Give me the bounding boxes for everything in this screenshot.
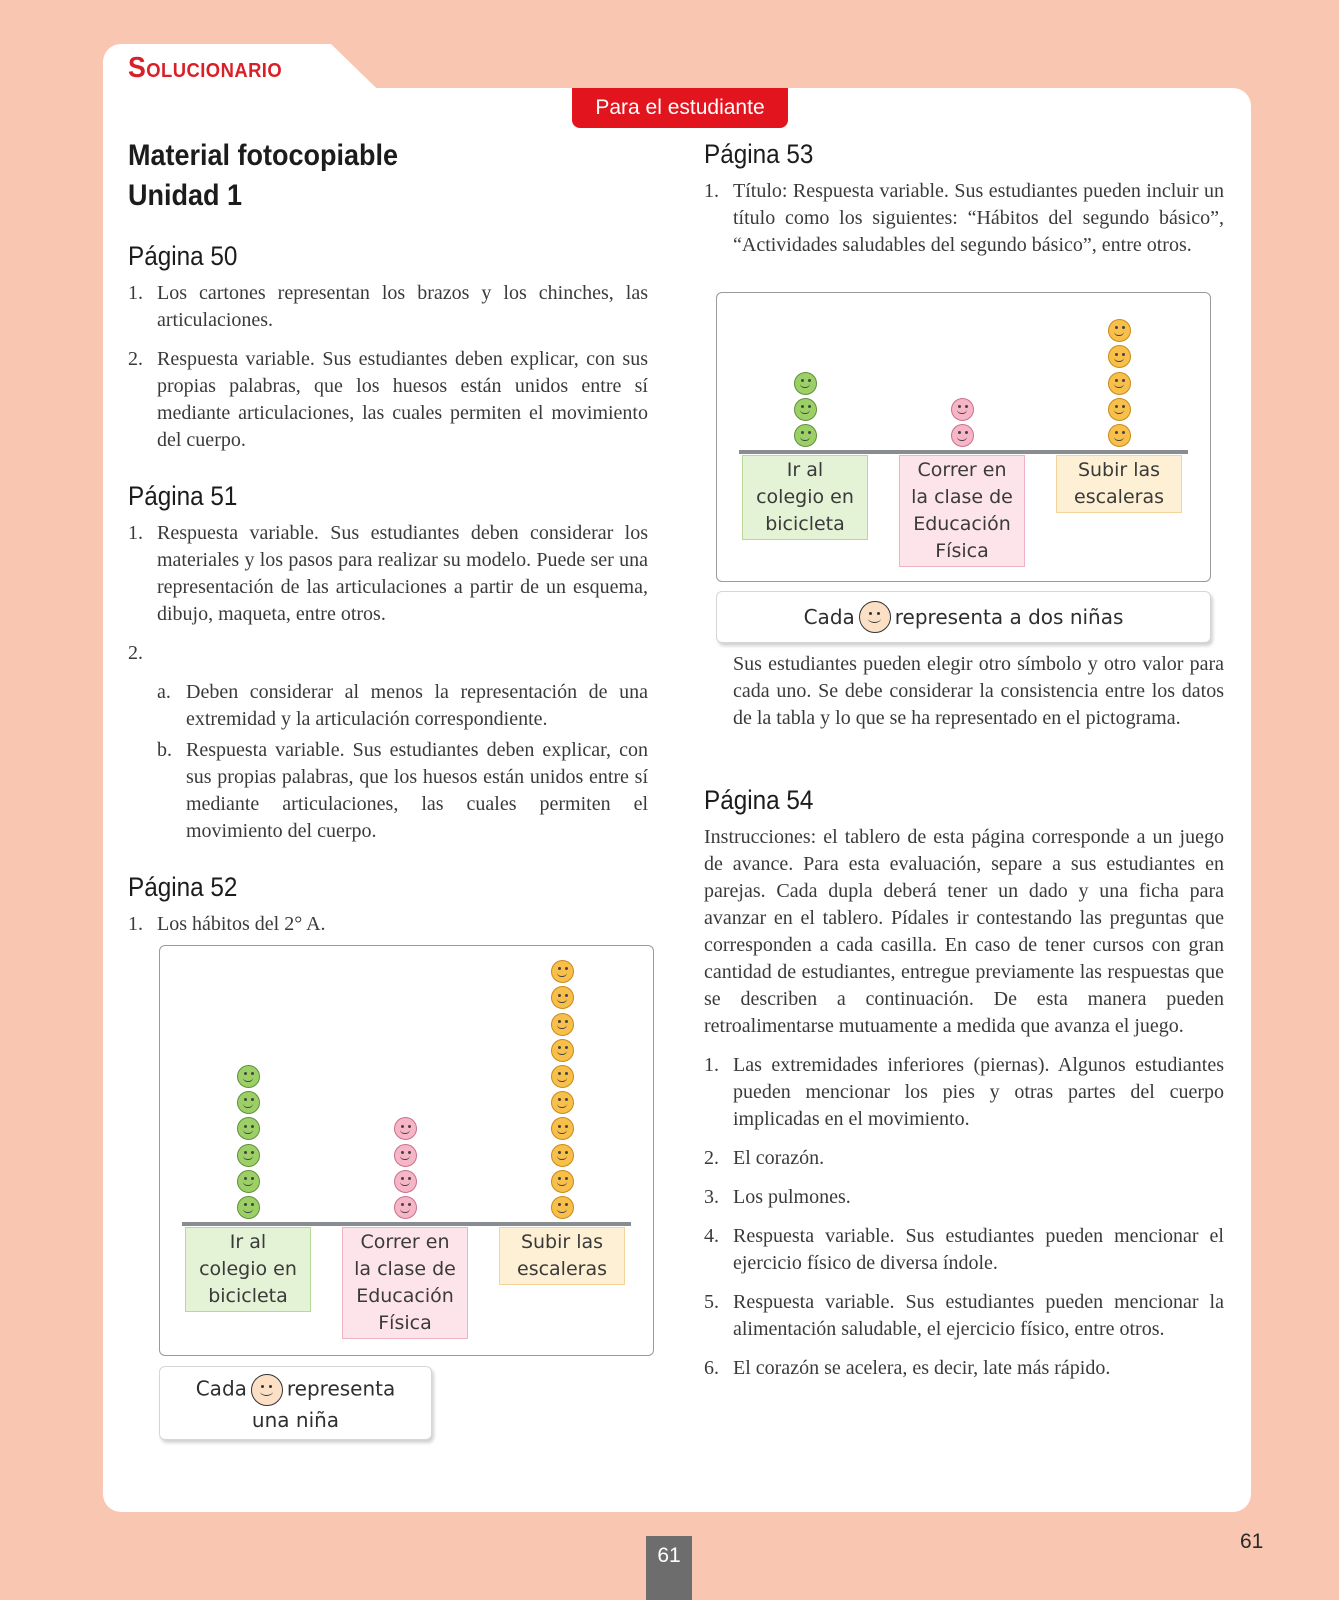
legend-text-before: Cada [803,605,855,629]
pictogram-pagina-52 [159,945,654,1356]
pictogram-smiley-icon [1108,398,1131,421]
pictogram-legend-pagina-52 [159,1366,432,1440]
list-item [704,1145,1224,1172]
item-text [157,640,648,667]
heading-pagina-51: Página 51 [128,481,238,511]
pictogram-smiley-icon [551,1144,574,1167]
audience-badge: Para el estudiante [572,88,788,128]
section-pagina-52 [128,869,648,938]
pictogram-smiley-icon [951,398,974,421]
item-text: Título: Respuesta variable. Sus estudiantes pueden incluir un título como los siguientes: “Hábitos del segundo básico”, “Actividades saludables del segundo básico”, entre otros. [733,180,1224,256]
item-text: Respuesta variable. Sus estudiantes deben explicar, con sus propias palabras, que los huesos están unidos entre sí mediante articulaciones, las cuales permiten el movimiento del cuerpo. [157,348,648,451]
item-number: 3. [704,1186,719,1208]
unit-title [128,136,596,216]
item-text: Respuesta variable. Sus estudiantes pueden mencionar la alimentación saludable, el ejercicio físico, entre otros. [733,1291,1224,1340]
category-label-line: colegio en [199,1258,297,1280]
category-label-line: Ir al [229,1231,267,1253]
section-pagina-54 [704,782,1224,1394]
instructions-text: Instrucciones: el tablero de esta página corresponde a un juego de avance. Para esta evaluación, separe a sus estudiantes en parejas. Cada dupla deberá tener un dado y una ficha para avanzar en el tablero. Pídales ir contestando las preguntas que corresponden a cada casilla. En caso de tener cursos con gran cantidad de estudiantes, entregue previamente las respuestas que se describen a continuación. De esta manera pueden retroalimentarse mutuamente a medida que avanza el juego. [704,826,1224,1037]
category-label-line: la clase de [354,1258,456,1280]
item-number: 2. [128,348,143,370]
category-label-line: bicicleta [208,1285,288,1307]
pictogram-smiley-icon [237,1170,260,1193]
page-box: 61 [646,1536,692,1600]
category-label [185,1227,311,1312]
pictogram-smiley-icon [551,1196,574,1219]
sub-list-item [128,679,648,733]
item-number: 1. [704,180,719,202]
pictogram-smiley-icon [794,372,817,395]
smiley-face-icon [251,1374,283,1406]
pictogram-smiley-icon [951,424,974,447]
category-label-line: Física [378,1312,432,1334]
pictogram-smiley-icon [1108,424,1131,447]
list-item [704,1223,1224,1277]
item-letter: a. [157,681,171,703]
sub-list-item [128,737,648,845]
category-label [499,1227,625,1285]
category-label-line: colegio en [756,486,854,508]
item-text: Los pulmones. [733,1186,851,1208]
pictogram-smiley-icon [237,1144,260,1167]
pictogram-smiley-icon [394,1170,417,1193]
item-text: El corazón se acelera, es decir, late más rápido. [733,1357,1111,1379]
list-item [704,1184,1224,1211]
list-item [704,178,1224,259]
page-number: 61 [1240,1530,1264,1553]
category-label-line: bicicleta [765,513,845,535]
item-text: Respuesta variable. Sus estudiantes deben considerar los materiales y los pasos para realizar su modelo. Puede ser una representación de las articulaciones a partir de un esquema, dibujo, maqueta, entre otros. [157,522,648,625]
category-label-line: escaleras [1074,486,1164,508]
category-label-line: Subir las [520,1231,604,1253]
heading-pagina-50: Página 50 [128,241,238,271]
item-number: 1. [128,913,143,935]
pictogram-note [733,651,1224,732]
item-number: 1. [704,1054,719,1076]
category-label-line: Subir las [1077,459,1161,481]
item-text: El corazón. [733,1147,825,1169]
item-number: 4. [704,1225,719,1247]
category-label-line: Física [935,540,989,562]
pictogram-smiley-icon [551,1117,574,1140]
pictogram-smiley-icon [237,1091,260,1114]
category-label-line: Educación [913,513,1011,535]
section-pagina-51 [128,478,648,845]
category-label-line: Ir al [786,459,824,481]
unit-title-line1: Material fotocopiable [128,139,399,172]
heading-pagina-53: Página 53 [704,139,814,169]
item-number: 6. [704,1357,719,1379]
item-text: Los hábitos del 2° A. [157,913,326,935]
category-label-line: Correr en [360,1231,450,1253]
pictogram-smiley-icon [394,1117,417,1140]
pictogram-baseline [739,450,1188,454]
category-label-line: Correr en [917,459,1007,481]
list-item [128,640,648,667]
pictogram-smiley-icon [551,986,574,1009]
item-text: Las extremidades inferiores (piernas). Algunos estudiantes pueden mencionar los pies y otras partes del cuerpo implicadas en el movimiento. [733,1054,1224,1130]
category-label [1056,455,1182,513]
category-label [342,1227,468,1339]
list-item [704,1355,1224,1382]
pictogram-smiley-icon [551,1170,574,1193]
pictogram-smiley-icon [794,424,817,447]
legend-text-line2: una niña [251,1408,340,1432]
heading-pagina-52: Página 52 [128,872,238,902]
pictogram-smiley-icon [1108,319,1131,342]
item-text: Deben considerar al menos la representación de una extremidad y la articulación correspondiente. [186,681,648,730]
pictogram-smiley-icon [237,1196,260,1219]
unit-title-line2: Unidad 1 [128,179,243,212]
left-column [128,136,648,950]
category-label-line: la clase de [911,486,1013,508]
pictogram-legend-pagina-53 [716,591,1211,643]
legend-text-after: representa [286,1376,396,1401]
list-item [128,346,648,454]
pictogram-smiley-icon [794,398,817,421]
item-number: 5. [704,1291,719,1313]
item-number: 2. [704,1147,719,1169]
item-text: Respuesta variable. Sus estudiantes deben explicar, con sus propias palabras, que los huesos están unidos entre sí mediante articulaciones, las cuales permiten el movimiento del cuerpo. [186,739,648,842]
right-column [704,136,1224,271]
list-item [704,1289,1224,1343]
pictogram-smiley-icon [551,1091,574,1114]
pictogram-smiley-icon [1108,345,1131,368]
item-text: Los cartones representan los brazos y los chinches, las articulaciones. [157,282,648,331]
heading-pagina-54: Página 54 [704,785,814,815]
pictogram-smiley-icon [551,1039,574,1062]
pictogram-smiley-icon [551,1065,574,1088]
category-label-line: escaleras [517,1258,607,1280]
pictogram-smiley-icon [394,1196,417,1219]
list-item [704,1052,1224,1133]
pictogram-smiley-icon [237,1065,260,1088]
section-title: Solucionario [128,52,283,84]
category-label-line: Educación [356,1285,454,1307]
pictogram-smiley-icon [237,1117,260,1140]
category-label [742,455,868,540]
item-text: Respuesta variable. Sus estudiantes pueden mencionar el ejercicio físico de diversa índole. [733,1225,1224,1274]
pictogram-baseline [182,1222,631,1226]
category-label [899,455,1025,567]
pictogram-smiley-icon [1108,372,1131,395]
smiley-face-icon [859,601,891,633]
note-text: Sus estudiantes pueden elegir otro símbolo y otro valor para cada uno. Se debe considerar la consistencia entre los datos de la tabla y lo que se ha representado en el pictograma. [733,653,1224,729]
item-letter: b. [157,739,172,761]
list-item [128,280,648,334]
legend-text-before: Cada [195,1376,247,1401]
pictogram-smiley-icon [551,960,574,983]
section-pagina-50 [128,238,648,454]
item-number: 1. [128,282,143,304]
pictogram-smiley-icon [551,1013,574,1036]
legend-text-after: representa a dos niñas [894,605,1124,629]
list-item [128,520,648,628]
item-number: 1. [128,522,143,544]
item-number: 2. [128,642,143,664]
pictogram-smiley-icon [394,1144,417,1167]
pictogram-pagina-53 [716,292,1211,582]
list-item [128,911,648,938]
